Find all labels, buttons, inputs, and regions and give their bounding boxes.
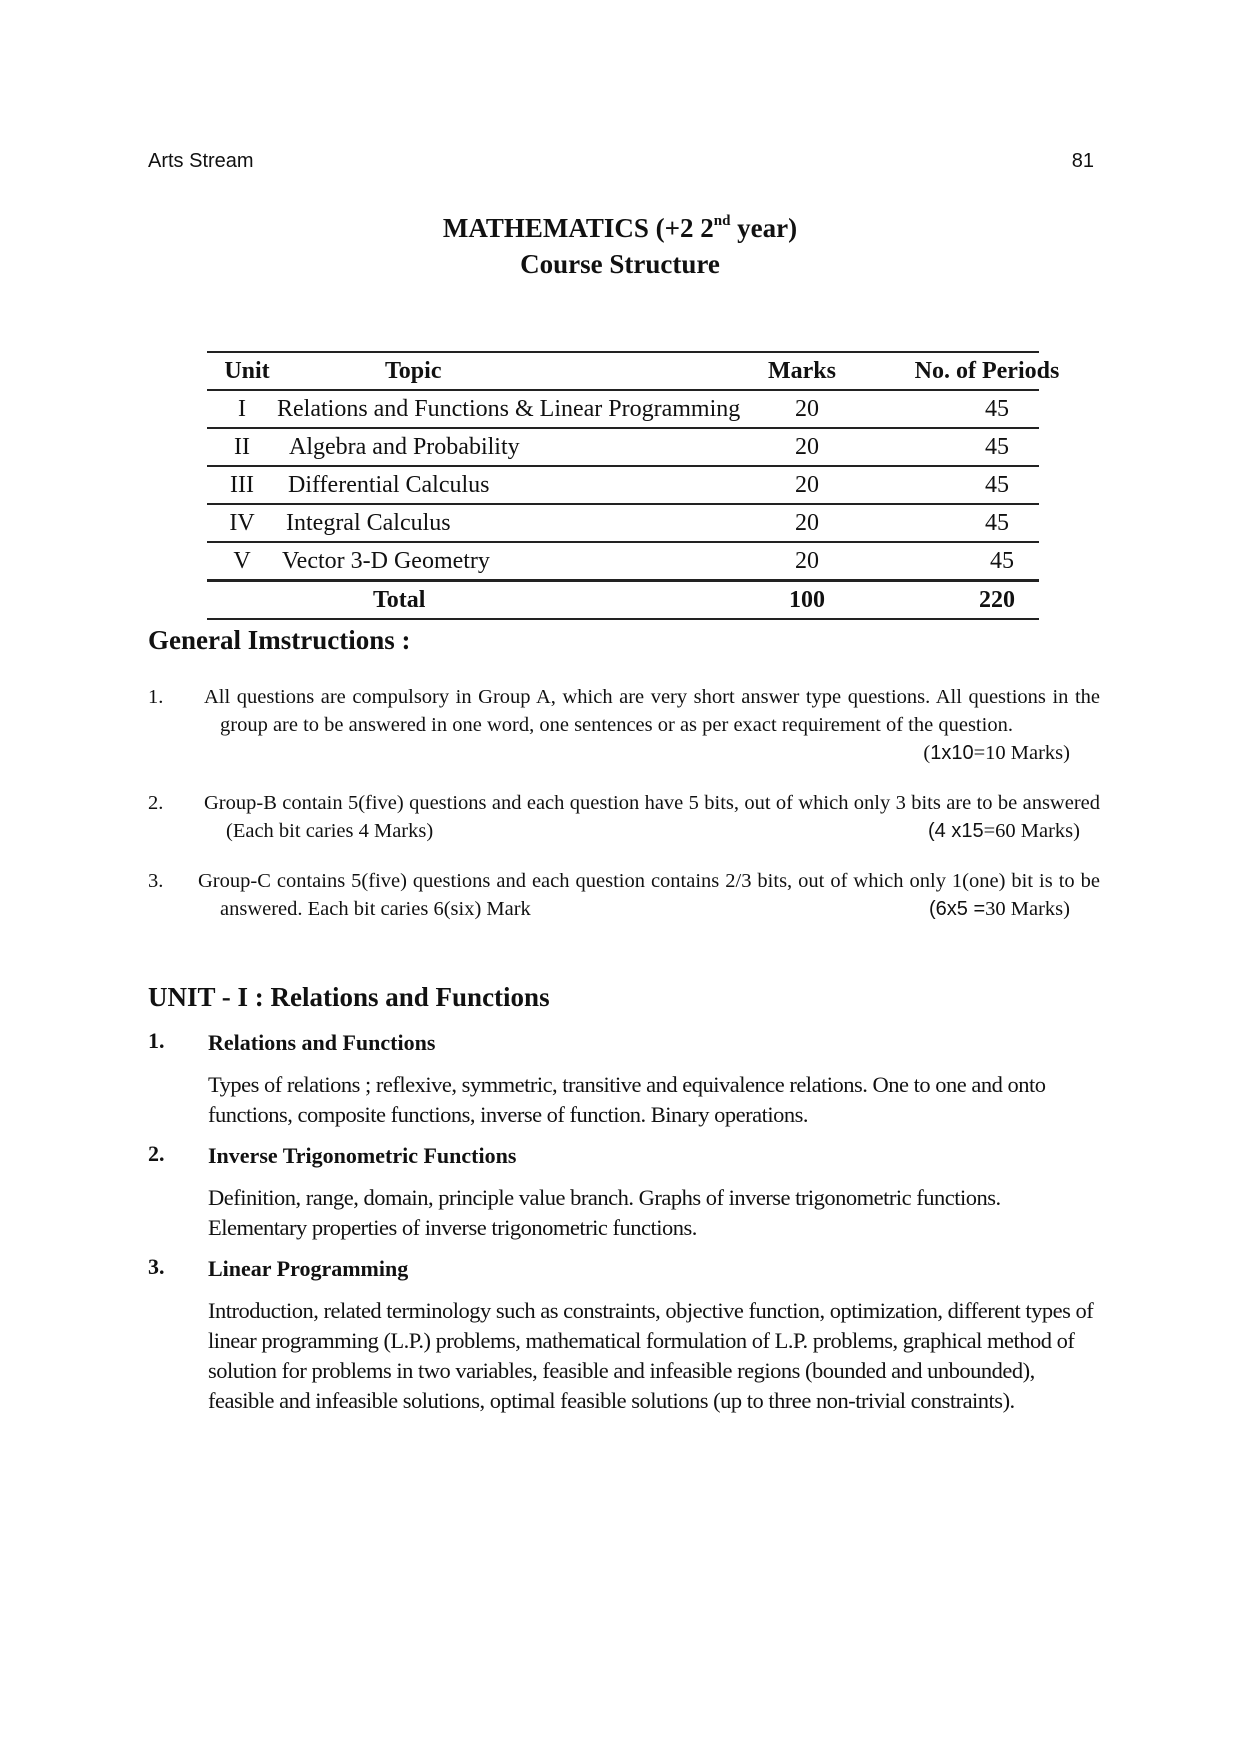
marks-cell: 20: [795, 472, 819, 498]
periods-cell: 45: [985, 434, 1009, 460]
periods-cell: 45: [985, 396, 1009, 422]
unit-1-heading: UNIT - I : Relations and Functions: [148, 982, 550, 1012]
unit-cell: V: [233, 548, 251, 574]
instruction-item: [148, 867, 1100, 923]
topic-title: Relations and Functions: [208, 1030, 436, 1055]
topic-cell: Differential Calculus: [288, 472, 490, 498]
total-periods: 220: [979, 587, 1015, 613]
unit-cell: I: [238, 396, 246, 422]
unit-cell: II: [234, 434, 250, 460]
marks-cell: 20: [795, 510, 819, 536]
header-periods: No. of Periods: [914, 358, 1060, 384]
table-row: [207, 467, 1039, 505]
table-total-row: [207, 581, 1039, 620]
topic-cell: Integral Calculus: [286, 510, 451, 536]
instruction-text: Group-C contains 5(five) questions and each question contains 2/3 bits, out of which only 1(one) bit is to be answered. Each bit caries 6(six) Mark: [198, 870, 1100, 920]
instruction-text: Group-B contain 5(five) questions and each question have 5 bits, out of which only 3 bits are to be answered (Each bit caries 4 Marks): [204, 792, 1100, 842]
instruction-marks: (1x10=10 Marks): [923, 742, 1070, 764]
topic-number: 3.: [148, 1254, 165, 1279]
topic-title: Inverse Trigonometric Functions: [208, 1143, 517, 1168]
instruction-number: 2.: [148, 792, 164, 814]
topic-description: Introduction, related terminology such as constraints, objective function, optimization, different types of linear programming (L.P.) problems, mathematical formulation of L.P. problems, graphical method of solution for problems in two variables, feasible and infeasible regions (bounded and unbounded), feasible and infeasible solutions, optimal feasible solutions (up to three non-trivial constraints).: [208, 1298, 1094, 1413]
course-structure-table: [207, 351, 1060, 620]
general-instructions-heading: General Imstructions :: [148, 625, 411, 655]
instruction-text-block: [198, 867, 1100, 923]
marks-cell: 20: [795, 548, 819, 574]
periods-cell: 45: [985, 510, 1009, 536]
header-marks: Marks: [768, 358, 836, 384]
periods-cell: 45: [990, 548, 1014, 574]
table-row: [207, 429, 1039, 467]
table-row: [207, 391, 1039, 429]
unit-cell: IV: [229, 510, 255, 536]
topic-cell: Relations and Functions & Linear Programming: [277, 396, 741, 422]
instruction-text-block: [204, 683, 1100, 764]
page-title: [0, 210, 1240, 282]
topic-number: 2.: [148, 1141, 165, 1166]
topic-number: 1.: [148, 1028, 165, 1053]
table-row: [207, 505, 1039, 543]
instruction-number: 3.: [148, 870, 164, 892]
stream-label: Arts Stream: [148, 150, 254, 172]
topic-cell: Algebra and Probability: [289, 434, 520, 460]
title-superscript: nd: [713, 213, 731, 229]
table-header-row: [207, 351, 1060, 391]
instruction-item: [148, 683, 1100, 767]
topic-title: Linear Programming: [208, 1256, 409, 1281]
instruction-item: [148, 789, 1100, 845]
instruction-number: 1.: [148, 686, 164, 708]
marks-cell: 20: [795, 396, 819, 422]
topic-description: Types of relations ; reflexive, symmetric, transitive and equivalence relations. One to one and onto functions, composite functions, inverse of function. Binary operations.: [208, 1072, 1046, 1127]
title-line-2: Course Structure: [520, 249, 720, 279]
total-marks: 100: [789, 587, 825, 613]
instruction-text: All questions are compulsory in Group A, which are very short answer type questions. All questions in the group are to be answered in one word, one sentences or as per exact requirement of the question.: [204, 686, 1100, 736]
total-label: Total: [373, 587, 426, 613]
unit-topic: [148, 1028, 1100, 1130]
instruction-marks: (6x5 =30 Marks): [929, 898, 1070, 920]
table-row: [207, 543, 1039, 581]
page-number: 81: [1071, 150, 1094, 172]
instruction-marks: (4 x15=60 Marks): [928, 820, 1080, 842]
title-line-1: MATHEMATICS (+2 2nd year): [442, 213, 798, 243]
topic-cell: Vector 3-D Geometry: [282, 548, 490, 574]
header-unit: Unit: [224, 358, 270, 384]
instruction-text-block: [204, 789, 1100, 845]
running-head: [148, 150, 1094, 176]
unit-topic: [148, 1141, 1100, 1243]
unit-cell: III: [230, 472, 254, 498]
unit-topic: [148, 1254, 1100, 1416]
topic-description: Definition, range, domain, principle value branch. Graphs of inverse trigonometric functions. Elementary properties of inverse trigonometric functions.: [208, 1185, 1001, 1240]
periods-cell: 45: [985, 472, 1009, 498]
header-topic: Topic: [385, 358, 442, 384]
marks-cell: 20: [795, 434, 819, 460]
